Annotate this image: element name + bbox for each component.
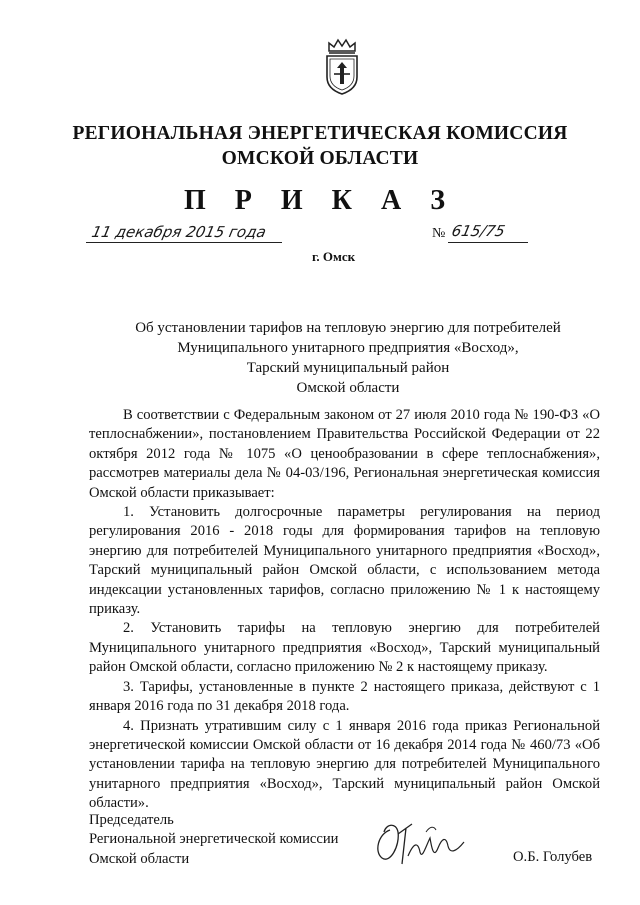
date-handwritten: 11 декабря 2015 года (90, 223, 268, 241)
signatory-name: О.Б. Голубев (513, 849, 593, 865)
number-prefix: № (432, 226, 446, 241)
order-body (89, 406, 600, 814)
clause-4-paragraph: 4. Признать утратившим силу с 1 января 2016 года приказ Региональной энергетической комиссии Омской области от 16 декабря 2014 года № 460/73 «Об установлении тарифа на тепловую энергию для потребителей Муниципального унитарного предприятия «Восход», Тарский муниципальный район Омской области». (89, 717, 600, 812)
signatory-title-line: Омской области (89, 850, 190, 867)
document-type-heading: П Р И К А З (184, 185, 456, 216)
signatory-title-line: Региональной энергетической комиссии (89, 831, 339, 848)
handwritten-signature (368, 812, 478, 872)
city-label: г. Омск (312, 249, 356, 264)
order-number-handwritten: 615/75 (450, 222, 507, 240)
order-subject (110, 318, 586, 398)
subject-line: Муниципального унитарного предприятия «Восход», (177, 340, 519, 356)
org-title-line1: РЕГИОНАЛЬНАЯ ЭНЕРГЕТИЧЕСКАЯ КОМИССИЯ (72, 123, 568, 144)
subject-line: Тарский муниципальный район (246, 360, 450, 376)
coat-of-arms-emblem (321, 37, 363, 97)
subject-line: Об установлении тарифов на тепловую энергию для потребителей (135, 320, 561, 336)
date-underline (86, 242, 282, 243)
clause-1-paragraph: 1. Установить долгосрочные параметры регулирования на период регулирования 2016 - 2018 годы для формирования тарифов на тепловую энергию для потребителей Муниципального унитарного предприятия «Восход», Тарский муниципальный район Омской области, с использованием метода индексации установленных тарифов, согласно приложению № 1 к настоящему приказу. (89, 504, 600, 618)
clause-3-paragraph: 3. Тарифы, установленные в пункте 2 настоящего приказа, действуют с 1 января 2016 года по 31 декабря 2018 года. (89, 678, 600, 715)
clause-2-paragraph: 2. Установить тарифы на тепловую энергию для потребителей Муниципального унитарного предприятия «Восход», Тарский муниципальный район Омской области, согласно приложению № 2 к настоящему приказу. (89, 620, 600, 676)
org-title-line2: ОМСКОЙ ОБЛАСТИ (221, 148, 419, 169)
number-underline (448, 242, 528, 243)
preamble-paragraph: В соответствии с Федеральным законом от 27 июля 2010 года № 190-ФЗ «О теплоснабжении», постановлением Правительства Российской Федерации от 22 октября 2012 года № 1075 «О ценообразовании в сфере теплоснабжения», рассмотрев материалы дела № 04-03/196, Региональная энергетическая комиссия Омской области приказывает: (89, 407, 600, 501)
signatory-title (89, 811, 338, 869)
subject-line: Омской области (296, 380, 400, 396)
signatory-title-line: Председатель (89, 812, 174, 828)
